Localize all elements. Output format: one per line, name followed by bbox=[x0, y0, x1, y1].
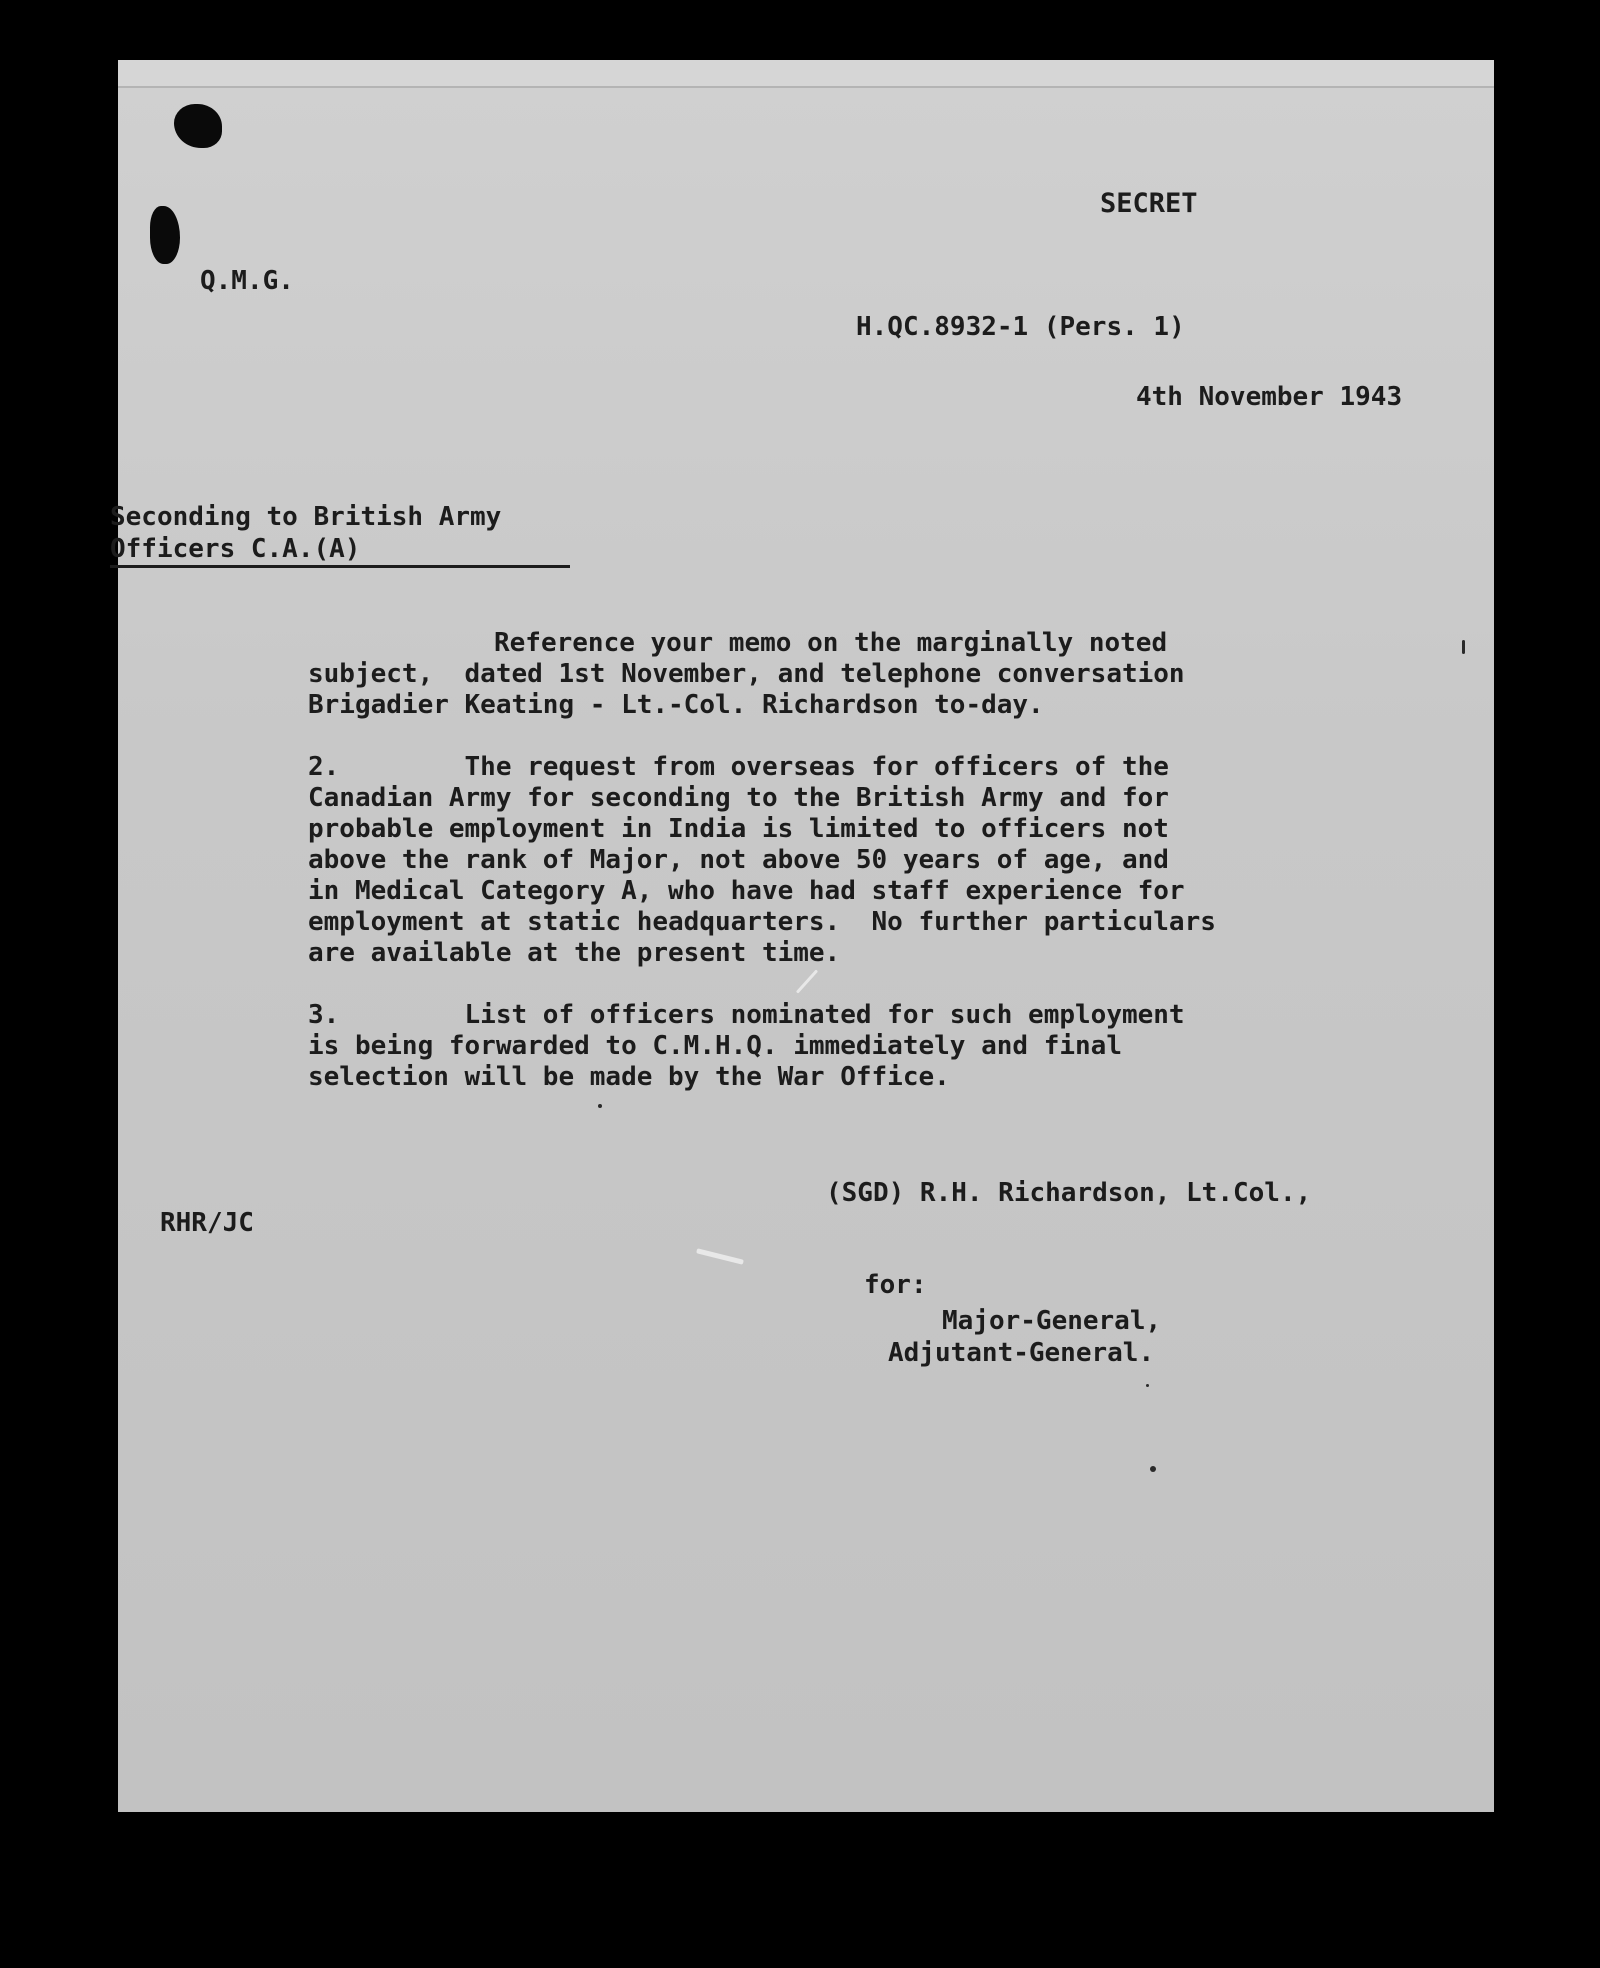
file-reference: H.QC.8932-1 (Pers. 1) bbox=[856, 312, 1185, 342]
addressee: Q.M.G. bbox=[200, 266, 294, 296]
paragraph-3-line-3: selection will be made by the War Office. bbox=[308, 1062, 950, 1092]
scan-speck-2 bbox=[598, 1104, 602, 1108]
paragraph-2-line-1: 2. The request from overseas for officers of the bbox=[308, 752, 1169, 782]
subject-underline bbox=[110, 565, 570, 568]
signoff-rank: Major-General, bbox=[942, 1306, 1162, 1336]
paragraph-3-line-1: 3. List of officers nominated for such employment bbox=[308, 1000, 1185, 1030]
paragraph-1-line-3: Brigadier Keating - Lt.-Col. Richardson to-day. bbox=[308, 690, 1044, 720]
paragraph-2-line-2: Canadian Army for seconding to the British Army and for bbox=[308, 783, 1169, 813]
signoff-for: for: bbox=[864, 1270, 927, 1300]
signoff-title: Adjutant-General. bbox=[888, 1338, 1155, 1368]
paragraph-2-line-7: are available at the present time. bbox=[308, 938, 841, 968]
paragraph-2-line-6: employment at static headquarters. No further particulars bbox=[308, 907, 1216, 937]
signature-line: (SGD) R.H. Richardson, Lt.Col., bbox=[826, 1178, 1312, 1208]
paragraph-2-line-5: in Medical Category A, who have had staff experience for bbox=[308, 876, 1185, 906]
paper-top-edge bbox=[118, 60, 1494, 88]
letter-date: 4th November 1943 bbox=[1136, 382, 1403, 412]
paragraph-2-line-4: above the rank of Major, not above 50 years of age, and bbox=[308, 845, 1169, 875]
paragraph-1-line-1: Reference your memo on the marginally noted bbox=[494, 628, 1168, 658]
paragraph-1-line-2: subject, dated 1st November, and telephone conversation bbox=[308, 659, 1185, 689]
scan-speck-3 bbox=[1146, 1384, 1149, 1387]
scan-speck bbox=[1150, 1466, 1156, 1472]
typist-initials: RHR/JC bbox=[160, 1208, 254, 1238]
classification-marking: SECRET bbox=[1100, 188, 1198, 219]
subject-line-1: Seconding to British Army bbox=[110, 502, 502, 532]
paragraph-3-line-2: is being forwarded to C.M.H.Q. immediately and final bbox=[308, 1031, 1122, 1061]
paragraph-2-line-3: probable employment in India is limited to officers not bbox=[308, 814, 1169, 844]
subject-line-2: Officers C.A.(A) bbox=[110, 534, 361, 564]
scan-speck-4 bbox=[1462, 640, 1465, 654]
